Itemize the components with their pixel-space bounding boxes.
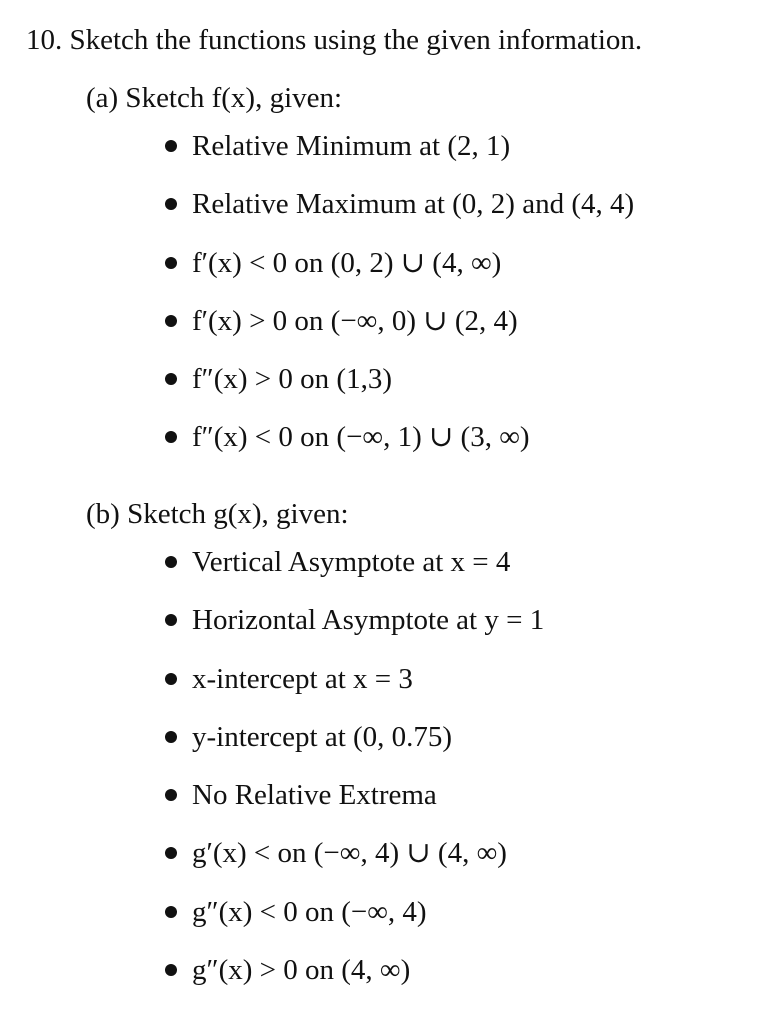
bullet-icon: [165, 673, 177, 685]
bullet-icon: [165, 373, 177, 385]
part-b-heading: (b) Sketch g(x), given:: [86, 498, 349, 530]
condition-text: Relative Maximum at (0, 2) and (4, 4): [192, 188, 635, 221]
part-a-heading: (a) Sketch f(x), given:: [86, 82, 343, 114]
bullet-icon: [165, 847, 177, 859]
bullet-icon: [165, 614, 177, 626]
bullet-icon: [165, 257, 177, 269]
condition-text: g″(x) < 0 on (−∞, 4): [192, 895, 427, 928]
condition-text: f″(x) > 0 on (1,3): [192, 363, 392, 396]
condition-text: f′(x) > 0 on (−∞, 0) ∪ (2, 4): [192, 304, 518, 337]
bullet-icon: [165, 906, 177, 918]
condition-text: g′(x) < on (−∞, 4) ∪ (4, ∞): [192, 837, 507, 870]
bullet-icon: [165, 198, 177, 210]
condition-text: No Relative Extrema: [192, 779, 437, 812]
bullet-icon: [165, 315, 177, 327]
bullet-icon: [165, 964, 177, 976]
bullet-icon: [165, 731, 177, 743]
condition-text: f′(x) < 0 on (0, 2) ∪ (4, ∞): [192, 246, 502, 279]
condition-text: y-intercept at (0, 0.75): [192, 720, 453, 753]
condition-text: Vertical Asymptote at x = 4: [192, 546, 511, 578]
condition-text: f″(x) < 0 on (−∞, 1) ∪ (3, ∞): [192, 421, 530, 454]
condition-text: Relative Minimum at (2, 1): [192, 130, 511, 162]
condition-text: x-intercept at x = 3: [192, 662, 413, 695]
bullet-icon: [165, 556, 177, 568]
bullet-icon: [165, 140, 177, 152]
bullet-icon: [165, 431, 177, 443]
condition-text: Horizontal Asymptote at y = 1: [192, 604, 545, 637]
problem-title: 10. Sketch the functions using the given information.: [26, 24, 643, 56]
condition-text: g″(x) > 0 on (4, ∞): [192, 954, 411, 987]
bullet-icon: [165, 789, 177, 801]
